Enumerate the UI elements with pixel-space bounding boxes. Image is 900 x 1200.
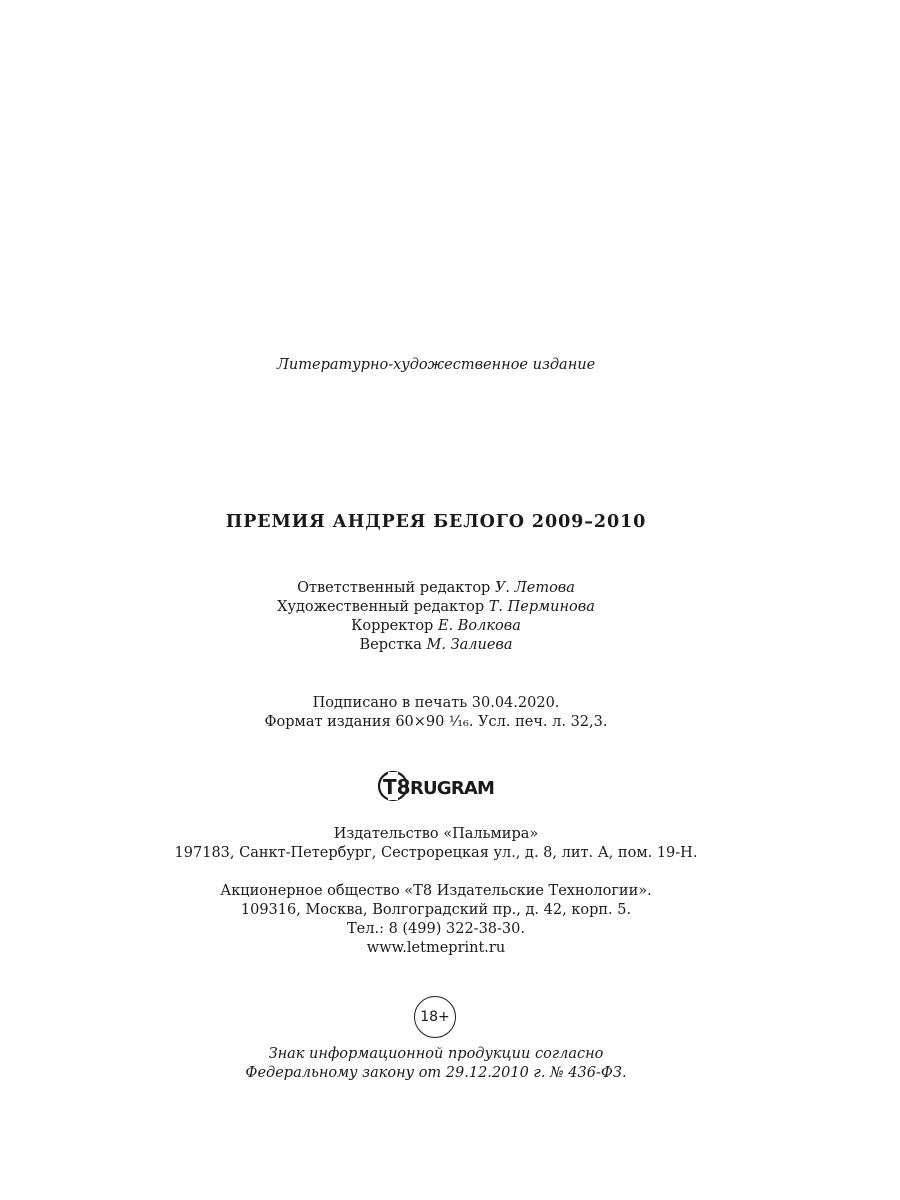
credits-block — [0, 579, 872, 655]
printer-block — [0, 882, 872, 958]
credit-line — [0, 617, 872, 636]
credit-role: Корректор — [351, 618, 434, 634]
notice-line: Федеральному закону от 29.12.2010 г. № 436-ФЗ. — [245, 1065, 627, 1081]
credit-line — [0, 636, 872, 655]
age-rating-badge: 18+ — [414, 996, 456, 1038]
printer-phone: Тел.: 8 (499) 322-38-30. — [347, 921, 525, 937]
printer-address: 109316, Москва, Волгоградский пр., д. 42, корп. 5. — [240, 902, 632, 918]
publisher-address: 197183, Санкт-Петербург, Сестрорецкая ул., д. 8, лит. А, пом. 19-Н. — [174, 845, 698, 861]
credit-name: М. Залиева — [426, 637, 513, 653]
printer-name: Акционерное общество «Т8 Издательские Технологии». — [220, 883, 652, 899]
edition-format: Формат издания 60×90 ¹⁄₁₆. Усл. печ. л. 32,3. — [264, 714, 608, 730]
logo-mark-text: T8 — [383, 775, 411, 799]
signed-date: Подписано в печать 30.04.2020. — [312, 695, 560, 711]
credit-line — [0, 598, 872, 617]
credit-role: Верстка — [359, 637, 422, 653]
book-title: ПРЕМИЯ АНДРЕЯ БЕЛОГО 2009–2010 — [225, 512, 647, 532]
print-info — [0, 694, 872, 732]
legal-notice — [0, 1045, 872, 1083]
notice-line: Знак информационной продукции согласно — [268, 1046, 604, 1062]
t8-rugram-logo — [378, 769, 498, 803]
genre-label: Литературно-художественное издание — [276, 357, 596, 373]
credit-role: Художественный редактор — [277, 599, 485, 615]
publisher-block — [0, 825, 872, 863]
logo-word-text: RUGRAM — [410, 778, 495, 799]
logo-graphic — [378, 769, 498, 803]
credit-name: Т. Перминова — [488, 599, 595, 615]
credit-line — [0, 579, 872, 598]
publisher-name: Издательство «Пальмира» — [333, 826, 539, 842]
credit-role: Ответственный редактор — [297, 580, 491, 596]
credit-name: У. Летова — [494, 580, 575, 596]
printer-website: www.letmeprint.ru — [366, 940, 506, 956]
credit-name: Е. Волкова — [437, 618, 521, 634]
